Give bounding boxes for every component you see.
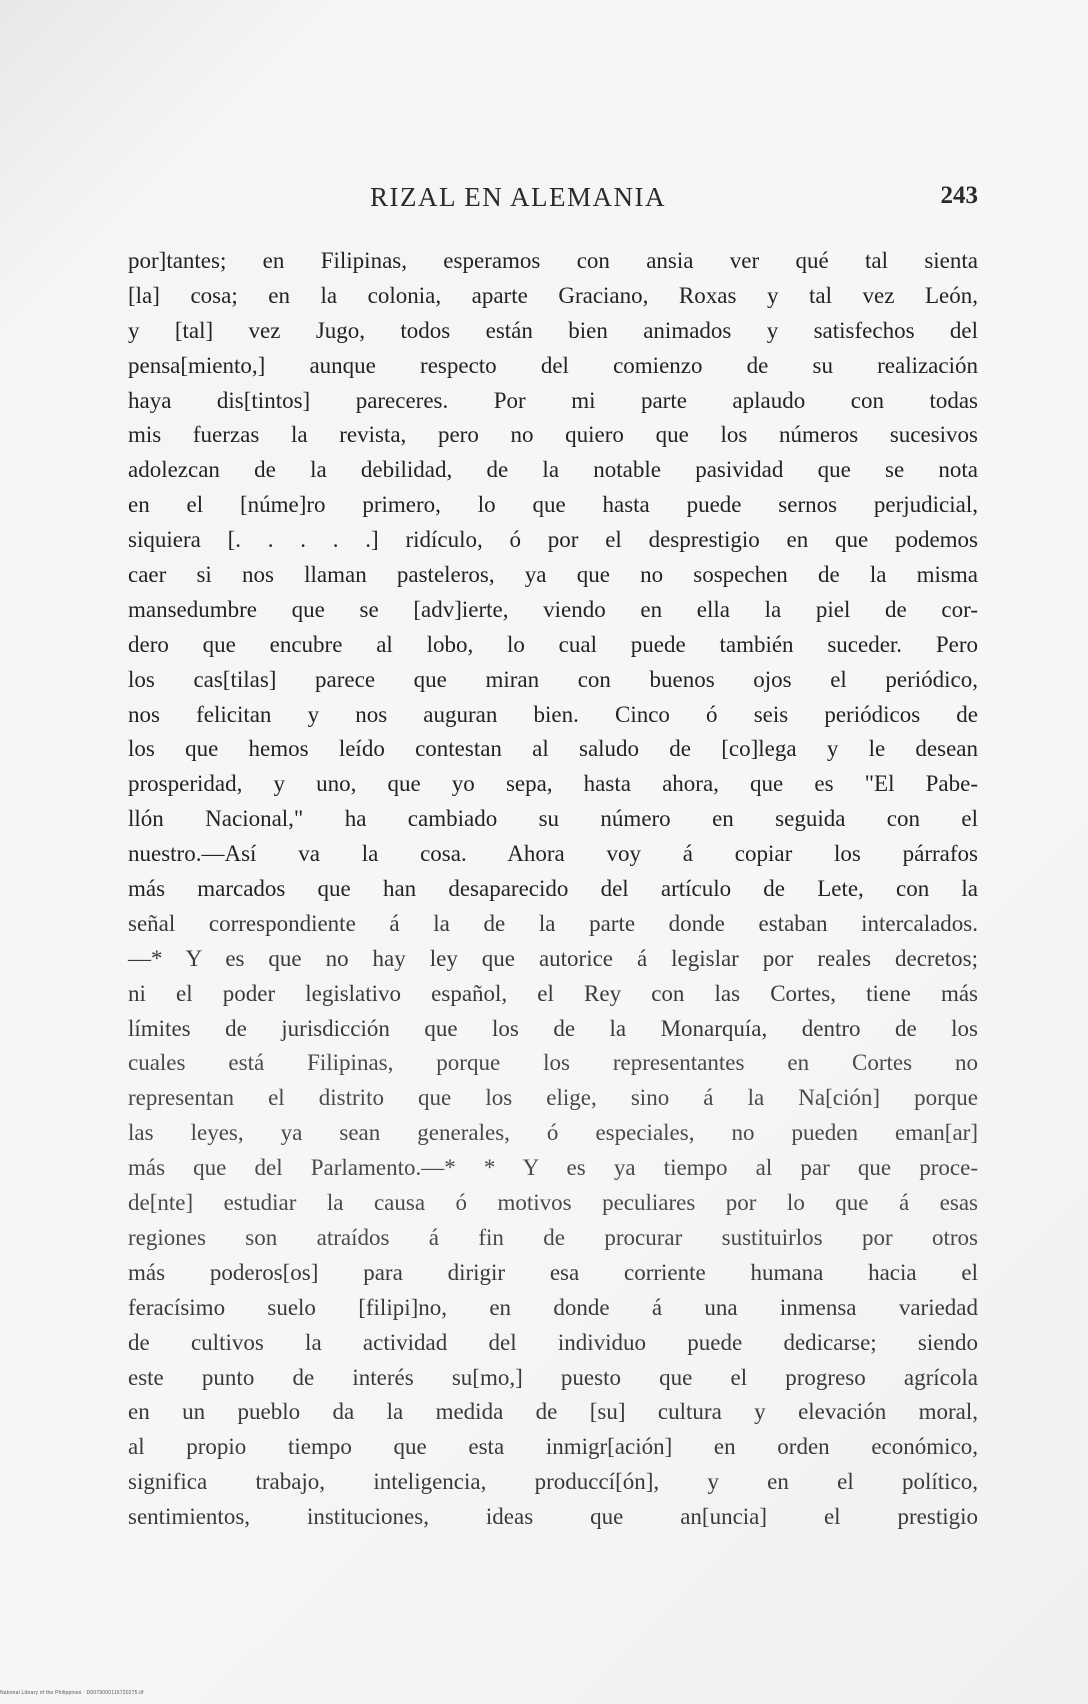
text-line: cuales está Filipinas, porque los representantes en Cortes no	[128, 1050, 978, 1076]
text-line: los que hemos leído contestan al saludo de [co]lega y le desean	[128, 736, 978, 762]
text-line: —* Y es que no hay ley que autorice á legislar por reales decretos;	[128, 945, 978, 971]
text-line: siquiera [. . . . .] ridículo, ó por el desprestigio en que podemos	[128, 527, 978, 553]
text-line: este punto de interés su[mo,] puesto que el progreso agrícola	[128, 1364, 978, 1390]
text-line: en el [núme]ro primero, lo que hasta puede sernos perjudicial,	[128, 492, 978, 518]
text-line: llón Nacional," ha cambiado su número en seguida con el	[128, 806, 978, 832]
text-line: mansedumbre que se [adv]ierte, viendo en ella la piel de cor-	[128, 596, 978, 622]
scan-footer: National Library of the Philippines · D0079000115720275.tif	[0, 1690, 144, 1696]
body-text	[128, 244, 978, 1535]
text-line: las leyes, ya sean generales, ó especiales, no pueden eman[ar]	[128, 1120, 978, 1146]
text-line: pensa[miento,] aunque respecto del comienzo de su realización	[128, 352, 978, 378]
text-line: dero que encubre al lobo, lo cual puede también suceder. Pero	[128, 631, 978, 657]
text-line: significa trabajo, inteligencia, produccí[ón], y en el político,	[128, 1469, 978, 1495]
text-line: los cas[tilas] parece que miran con buenos ojos el periódico,	[128, 666, 978, 692]
text-line: adolezcan de la debilidad, de la notable pasividad que se nota	[128, 457, 978, 483]
text-line: y [tal] vez Jugo, todos están bien animados y satisfechos del	[128, 317, 978, 343]
text-line: nos felicitan y nos auguran bien. Cinco ó seis periódicos de	[128, 701, 978, 727]
text-line: al propio tiempo que esta inmigr[ación] en orden económico,	[128, 1434, 978, 1460]
text-line: [la] cosa; en la colonia, aparte Graciano, Roxas y tal vez León,	[128, 282, 978, 308]
text-line: haya dis[tintos] pareceres. Por mi parte aplaudo con todas	[128, 387, 978, 413]
text-line: de cultivos la actividad del individuo puede dedicarse; siendo	[128, 1329, 978, 1355]
text-line: límites de jurisdicción que los de la Monarquía, dentro de los	[128, 1015, 978, 1041]
text-line: más que del Parlamento.—* * Y es ya tiempo al par que proce-	[128, 1155, 978, 1181]
text-line: más marcados que han desaparecido del artículo de Lete, con la	[128, 876, 978, 902]
text-line: mis fuerzas la revista, pero no quiero que los números sucesivos	[128, 422, 978, 448]
text-line: por]tantes; en Filipinas, esperamos con ansia ver qué tal sienta	[128, 248, 978, 273]
text-line: regiones son atraídos á fin de procurar sustituirlos por otros	[128, 1224, 978, 1250]
text-line: prosperidad, y uno, que yo sepa, hasta ahora, que es "El Pabe-	[128, 771, 978, 797]
text-line: señal correspondiente á la de la parte donde estaban intercalados.	[128, 910, 978, 936]
text-line: de[nte] estudiar la causa ó motivos peculiares por lo que á esas	[128, 1190, 978, 1216]
running-title: RIZAL EN ALEMANIA	[370, 182, 666, 212]
text-line: más poderos[os] para dirigir esa corriente humana hacia el	[128, 1259, 978, 1285]
text-line: representan el distrito que los elige, sino á la Na[ción] porque	[128, 1085, 978, 1111]
text-line: nuestro.—Así va la cosa. Ahora voy á copiar los párrafos	[128, 841, 978, 867]
text-line: caer si nos llaman pasteleros, ya que no sospechen de la misma	[128, 562, 978, 588]
text-line: en un pueblo da la medida de [su] cultura y elevación moral,	[128, 1399, 978, 1425]
text-line: sentimientos, instituciones, ideas que an[uncia] el prestigio	[128, 1504, 978, 1530]
text-line: feracísimo suelo [filipi]no, en donde á una inmensa variedad	[128, 1294, 978, 1320]
page-number: 243	[940, 182, 978, 209]
text-line: ni el poder legislativo español, el Rey con las Cortes, tiene más	[128, 980, 978, 1006]
page-header	[128, 182, 978, 222]
